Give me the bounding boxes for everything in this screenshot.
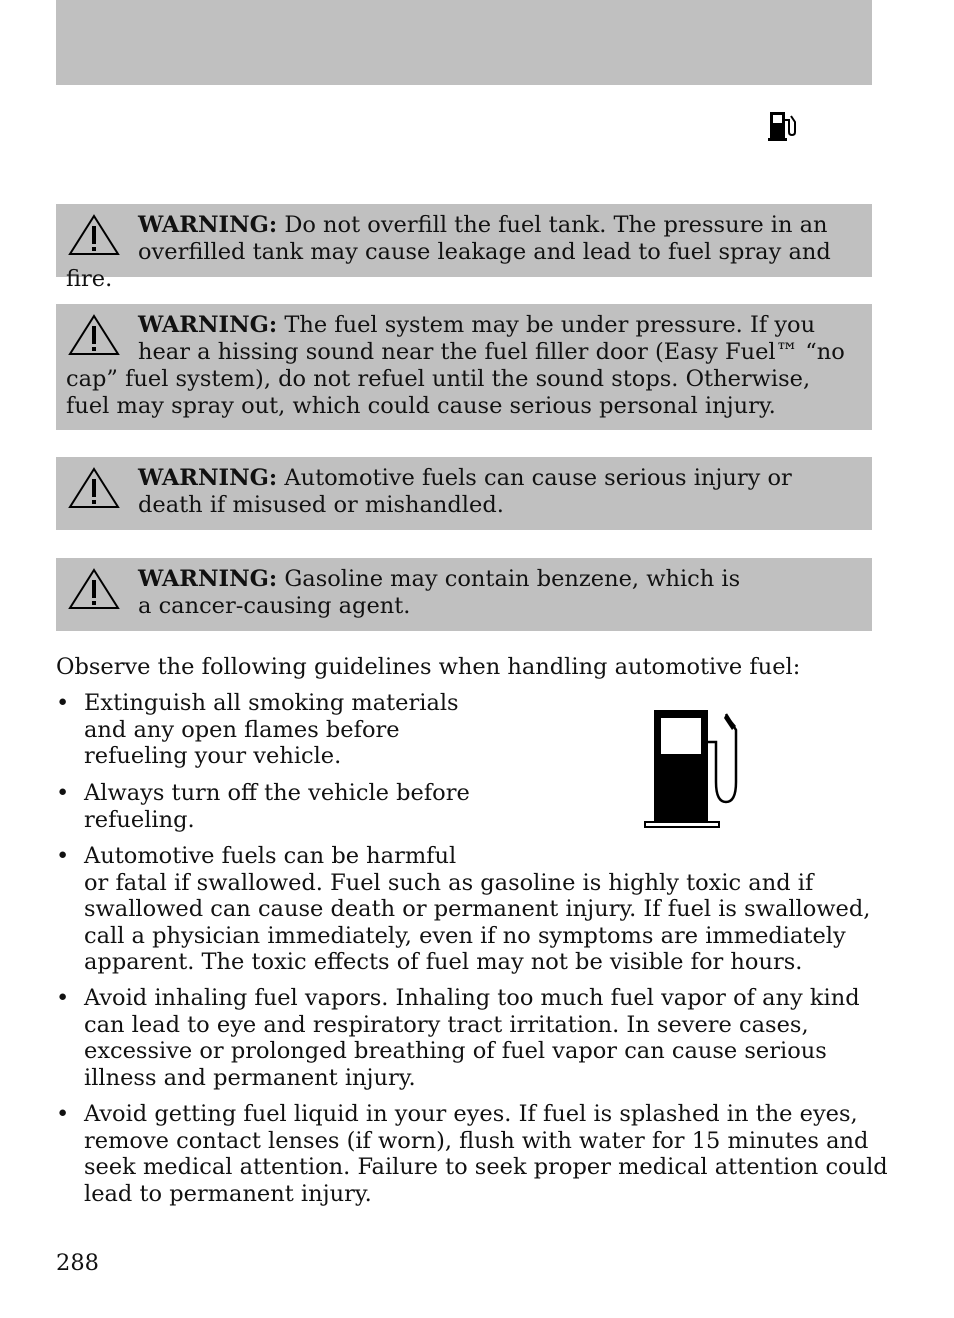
warning-text: Do not overfill the fuel tank. The pressure in an overfilled tank may cause leakage and lead to fuel spray and fire.: [66, 212, 831, 292]
warning-text: Automotive fuels can cause serious injury or death if misused or mishandled.: [138, 465, 792, 518]
list-item: [56, 690, 459, 770]
line: lead to permanent injury.: [84, 1180, 372, 1207]
warning-triangle-icon: [68, 314, 120, 356]
warning-box-1: [56, 204, 872, 292]
list-item: [56, 843, 870, 976]
bullet-dot: •: [56, 780, 70, 806]
line: can lead to eye and respiratory tract irritation. In severe cases,: [84, 1011, 809, 1038]
warning-label: WARNING:: [138, 312, 278, 338]
line: excessive or prolonged breathing of fuel vapor can cause serious: [84, 1038, 827, 1064]
warning-label: WARNING:: [138, 566, 278, 592]
line: call a physician immediately, even if no symptoms are immediately: [84, 922, 846, 949]
header-bar: [56, 0, 872, 85]
line: Avoid getting fuel liquid in your eyes. If fuel is splashed in the eyes,: [84, 1101, 858, 1127]
warning-triangle-icon: [68, 568, 120, 610]
warning-text: Gasoline may contain benzene, which is a cancer-causing agent.: [138, 566, 741, 619]
bullet-dot: •: [56, 690, 70, 716]
warning-triangle-icon: [68, 467, 120, 509]
list-item: [56, 1101, 888, 1207]
warning-text: The fuel system may be under pressure. If you hear a hissing sound near the fuel filler door (Easy Fuel™ “no cap” fuel system), do not refuel until the sound stops. Otherwise, fuel may spray out, which could cause serious personal injury.: [66, 312, 845, 419]
bullet-dot: •: [56, 843, 70, 869]
line: Extinguish all smoking materials: [84, 690, 459, 716]
fuel-pump-icon: [768, 110, 798, 142]
warning-box-3: [56, 457, 872, 530]
line: swallowed can cause death or permanent injury. If fuel is swallowed,: [84, 896, 871, 922]
bullet-dot: •: [56, 1101, 70, 1127]
page-number: 288: [56, 1250, 99, 1276]
line: and any open flames before: [84, 716, 400, 743]
line: Always turn off the vehicle before: [84, 780, 470, 806]
line: Automotive fuels can be harmful: [84, 843, 457, 869]
line: seek medical attention. Failure to seek proper medical attention could: [84, 1154, 888, 1180]
line: apparent. The toxic effects of fuel may not be visible for hours.: [84, 949, 803, 975]
fuel-pump-illustration: [642, 706, 742, 830]
line: illness and permanent injury.: [84, 1064, 416, 1091]
bullet-dot: •: [56, 985, 70, 1011]
line: Avoid inhaling fuel vapors. Inhaling too much fuel vapor of any kind: [84, 985, 860, 1011]
line: or fatal if swallowed. Fuel such as gasoline is highly toxic and if: [84, 869, 814, 896]
line: refueling.: [84, 806, 195, 833]
warning-box-2: [56, 304, 872, 430]
list-item: [56, 780, 470, 833]
warning-label: WARNING:: [138, 212, 278, 238]
list-item: [56, 985, 860, 1091]
line: remove contact lenses (if worn), flush with water for 15 minutes and: [84, 1127, 869, 1154]
intro-paragraph: Observe the following guidelines when handling automotive fuel:: [56, 654, 801, 680]
line: refueling your vehicle.: [84, 743, 342, 769]
warning-box-4: [56, 558, 872, 631]
warning-label: WARNING:: [138, 465, 278, 491]
warning-triangle-icon: [68, 214, 120, 256]
